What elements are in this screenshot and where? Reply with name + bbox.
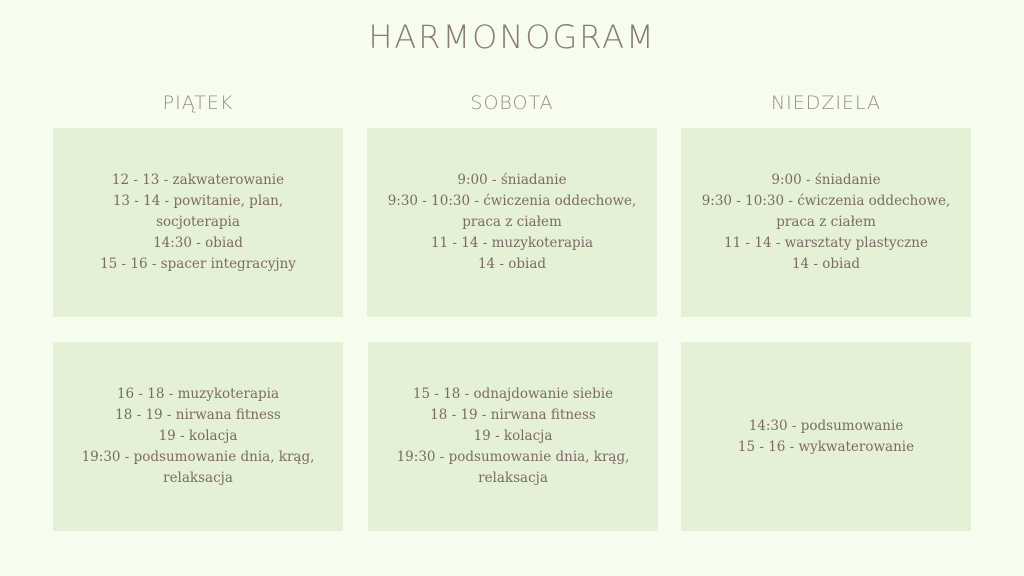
day-heading-friday: PIĄTEK xyxy=(162,92,234,114)
schedule-card-saturday-morning xyxy=(367,128,657,317)
schedule-item: 14 - obiad xyxy=(477,256,547,272)
schedule-item: 13 - 14 - powitanie, plan, socjoterapia xyxy=(112,193,284,230)
schedule-item: 19:30 - podsumowanie dnia, krąg, relaksacja xyxy=(396,449,630,486)
schedule-item: 19 - kolacja xyxy=(158,428,238,444)
schedule-item: 15 - 18 - odnajdowanie siebie xyxy=(412,386,614,402)
schedule-list xyxy=(368,384,658,489)
schedule-item: 18 - 19 - nirwana fitness xyxy=(115,407,281,423)
schedule-item: 19 - kolacja xyxy=(473,428,553,444)
schedule-list xyxy=(53,384,343,489)
schedule-list xyxy=(367,170,657,275)
schedule-item: 14:30 - podsumowanie xyxy=(748,417,904,434)
schedule-card-sunday-evening xyxy=(681,342,971,531)
schedule-list xyxy=(53,170,343,275)
schedule-item: 11 - 14 - warsztaty plastyczne xyxy=(724,235,928,251)
schedule-item: 14:30 - obiad xyxy=(153,235,243,251)
schedule-item: 15 - 16 - wykwaterowanie xyxy=(737,438,915,455)
schedule-item: 9:30 - 10:30 - ćwiczenia oddechowe, praca z ciałem xyxy=(387,193,637,230)
schedule-list xyxy=(681,170,971,275)
page-title: HARMONOGRAM xyxy=(368,18,656,56)
schedule-card-sunday-morning xyxy=(681,128,971,317)
schedule-card-saturday-evening xyxy=(368,342,658,531)
schedule-item: 9:00 - śniadanie xyxy=(457,172,567,188)
schedule-item: 15 - 16 - spacer integracyjny xyxy=(100,256,296,272)
schedule-item: 19:30 - podsumowanie dnia, krąg, relaksacja xyxy=(81,449,315,486)
schedule-item: 9:00 - śniadanie xyxy=(771,172,881,188)
schedule-card-friday-morning xyxy=(53,128,343,317)
day-heading-sunday: NIEDZIELA xyxy=(770,92,882,114)
schedule-item: 11 - 14 - muzykoterapia xyxy=(430,235,594,251)
schedule-list xyxy=(720,416,932,458)
schedule-item: 9:30 - 10:30 - ćwiczenia oddechowe, praca z ciałem xyxy=(701,193,951,230)
schedule-item: 18 - 19 - nirwana fitness xyxy=(430,407,596,423)
schedule-card-friday-evening xyxy=(53,342,343,531)
schedule-item: 16 - 18 - muzykoterapia xyxy=(116,386,280,402)
schedule-item: 12 - 13 - zakwaterowanie xyxy=(111,172,285,188)
schedule-item: 14 - obiad xyxy=(791,256,861,272)
day-heading-saturday: SOBOTA xyxy=(470,92,554,114)
